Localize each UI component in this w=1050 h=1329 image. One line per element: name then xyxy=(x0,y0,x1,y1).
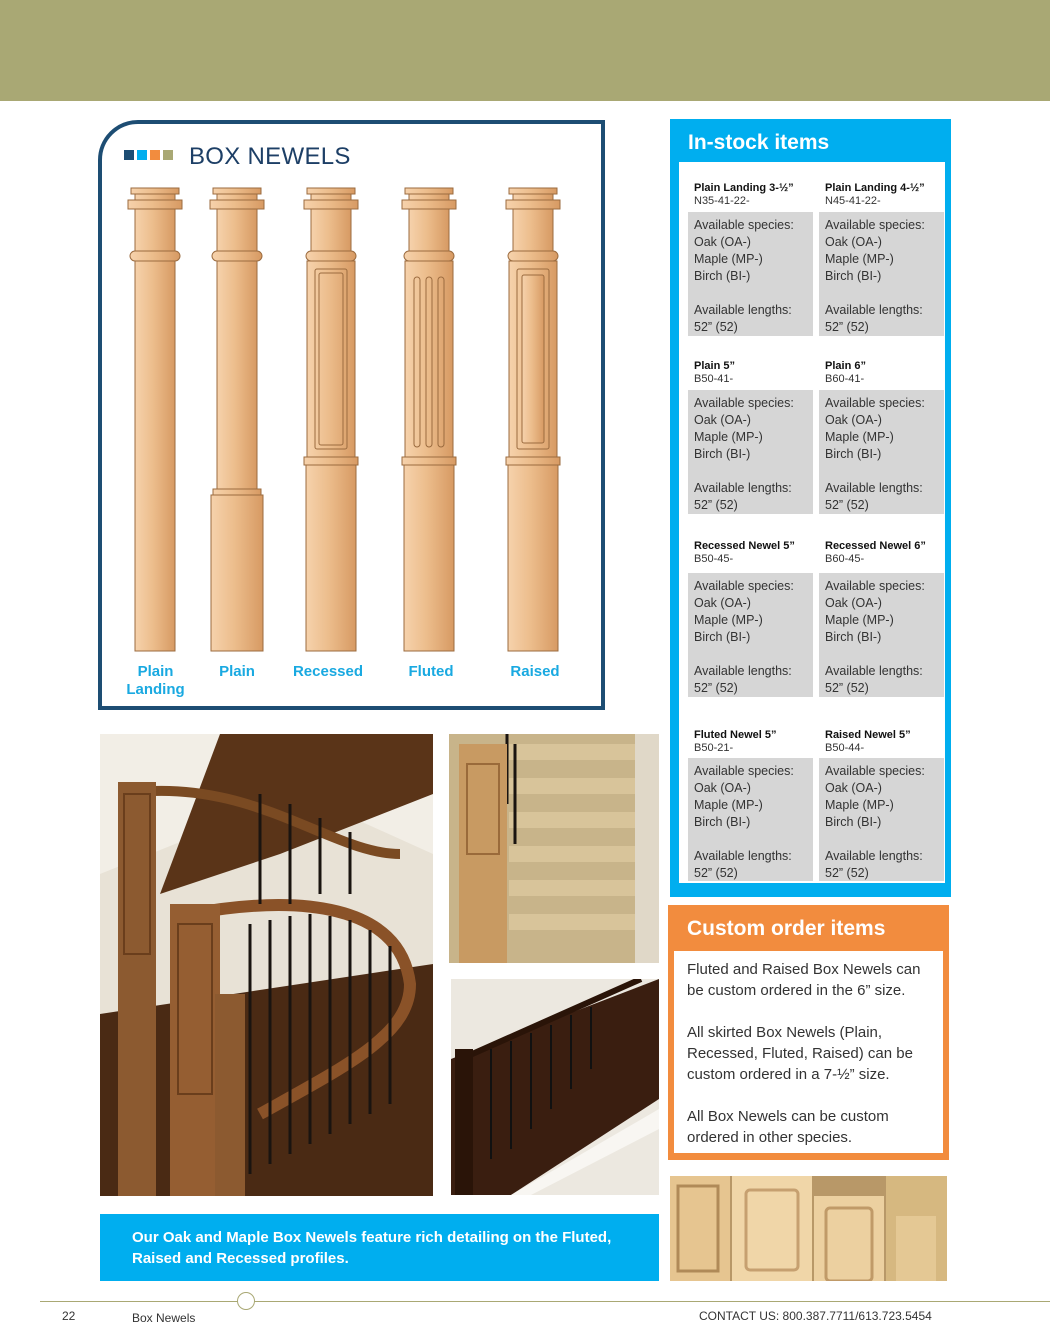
newel-label-recessed: Recessed xyxy=(292,663,364,680)
custom-order-paragraph: Fluted and Raised Box Newels can be custom ordered in the 6” size. xyxy=(687,961,921,999)
species-label: Available species: xyxy=(694,396,794,410)
lengths-value: 52” (52) xyxy=(694,320,738,334)
marker-square xyxy=(150,150,160,160)
species-birch: Birch (BI-) xyxy=(694,630,751,644)
lengths-value: 52” (52) xyxy=(825,498,869,512)
item-details xyxy=(688,390,813,514)
footer-section-name: Box Newels xyxy=(132,1311,196,1325)
item-details xyxy=(819,212,944,336)
species-oak: Oak (OA-) xyxy=(694,781,751,795)
item-name: Recessed Newel 6” xyxy=(825,540,926,552)
raised-newel xyxy=(506,188,560,651)
marker-square xyxy=(124,150,134,160)
footer-circle-ornament xyxy=(237,1292,255,1310)
lengths-label: Available lengths: xyxy=(825,849,923,863)
species-birch: Birch (BI-) xyxy=(825,630,882,644)
item-code: B50-45- xyxy=(694,553,734,565)
species-maple: Maple (MP-) xyxy=(694,613,763,627)
species-maple: Maple (MP-) xyxy=(825,252,894,266)
species-label: Available species: xyxy=(694,579,794,593)
species-oak: Oak (OA-) xyxy=(825,781,882,795)
item-name: Plain 5” xyxy=(694,360,735,372)
item-details xyxy=(688,212,813,336)
item-code: B50-41- xyxy=(694,373,734,385)
curved-staircase-photo xyxy=(100,734,433,1196)
caption-banner: Our Oak and Maple Box Newels feature rich detailing on the Fluted, Raised and Recessed profiles. xyxy=(100,1214,659,1281)
lengths-value: 52” (52) xyxy=(694,498,738,512)
custom-order-paragraph: All Box Newels can be custom ordered in other species. xyxy=(687,1108,889,1146)
species-label: Available species: xyxy=(825,396,925,410)
item-name: Raised Newel 5” xyxy=(825,729,911,741)
instock-item xyxy=(825,729,949,880)
species-oak: Oak (OA-) xyxy=(694,413,751,427)
species-maple: Maple (MP-) xyxy=(825,613,894,627)
item-code: N35-41-22- xyxy=(694,195,750,207)
custom-order-paragraph: All skirted Box Newels (Plain, Recessed, Fluted, Raised) can be custom ordered in a 7-½” size. xyxy=(687,1024,913,1083)
instock-item xyxy=(825,182,949,334)
species-maple: Maple (MP-) xyxy=(694,798,763,812)
marker-square xyxy=(163,150,173,160)
fluted-newel xyxy=(402,188,456,651)
species-maple: Maple (MP-) xyxy=(694,252,763,266)
species-label: Available species: xyxy=(825,218,925,232)
lengths-label: Available lengths: xyxy=(694,303,792,317)
species-birch: Birch (BI-) xyxy=(825,269,882,283)
newel-label-plain: Plain xyxy=(219,663,255,680)
instock-item xyxy=(825,360,949,512)
lengths-value: 52” (52) xyxy=(694,681,738,695)
lengths-value: 52” (52) xyxy=(825,320,869,334)
item-details xyxy=(688,573,813,697)
section-title: BOX NEWELS xyxy=(189,143,351,170)
item-code: B50-21- xyxy=(694,742,734,754)
newel-label-raised: Raised xyxy=(510,663,560,680)
plain-landing-newel xyxy=(128,188,182,651)
instock-title: In-stock items xyxy=(688,131,830,154)
lengths-value: 52” (52) xyxy=(694,866,738,880)
species-birch: Birch (BI-) xyxy=(825,815,882,829)
footer-contact: CONTACT US: 800.387.7711/613.723.5454 xyxy=(699,1309,932,1323)
newel-closeup-photo xyxy=(670,1176,947,1281)
species-maple: Maple (MP-) xyxy=(825,798,894,812)
item-name: Fluted Newel 5” xyxy=(694,729,777,741)
item-name: Plain 6” xyxy=(825,360,866,372)
instock-item xyxy=(694,729,818,880)
species-maple: Maple (MP-) xyxy=(694,430,763,444)
marker-square xyxy=(137,150,147,160)
lengths-label: Available lengths: xyxy=(694,849,792,863)
species-label: Available species: xyxy=(825,764,925,778)
species-birch: Birch (BI-) xyxy=(694,447,751,461)
custom-order-body xyxy=(674,951,943,1153)
item-name: Plain Landing 3-½” xyxy=(694,182,794,194)
section-marker-squares xyxy=(124,150,173,160)
lengths-value: 52” (52) xyxy=(825,866,869,880)
footer-rule xyxy=(40,1301,1050,1302)
species-birch: Birch (BI-) xyxy=(825,447,882,461)
item-code: B60-45- xyxy=(825,553,865,565)
species-birch: Birch (BI-) xyxy=(694,269,751,283)
species-oak: Oak (OA-) xyxy=(694,596,751,610)
species-maple: Maple (MP-) xyxy=(825,430,894,444)
item-code: B50-44- xyxy=(825,742,865,754)
page-number: 22 xyxy=(62,1309,76,1323)
species-birch: Birch (BI-) xyxy=(694,815,751,829)
carpeted-stairs-photo xyxy=(449,734,659,963)
species-label: Available species: xyxy=(694,218,794,232)
top-band xyxy=(0,0,1050,101)
species-oak: Oak (OA-) xyxy=(825,235,882,249)
newel-illustrations xyxy=(110,185,590,657)
item-code: B60-41- xyxy=(825,373,865,385)
item-details xyxy=(819,390,944,514)
newel-label-plain-landing: Plain Landing xyxy=(126,663,185,698)
instock-item xyxy=(825,540,949,695)
lengths-label: Available lengths: xyxy=(694,664,792,678)
recessed-newel xyxy=(304,188,358,651)
plain-newel xyxy=(210,188,264,651)
species-label: Available species: xyxy=(825,579,925,593)
lengths-label: Available lengths: xyxy=(694,481,792,495)
item-name: Recessed Newel 5” xyxy=(694,540,795,552)
species-label: Available species: xyxy=(694,764,794,778)
species-oak: Oak (OA-) xyxy=(694,235,751,249)
dark-staircase-photo xyxy=(451,979,659,1195)
lengths-label: Available lengths: xyxy=(825,481,923,495)
lengths-label: Available lengths: xyxy=(825,664,923,678)
newel-label-fluted: Fluted xyxy=(408,663,454,680)
item-details xyxy=(819,573,944,697)
item-name: Plain Landing 4-½” xyxy=(825,182,925,194)
lengths-label: Available lengths: xyxy=(825,303,923,317)
species-oak: Oak (OA-) xyxy=(825,413,882,427)
instock-item xyxy=(694,360,818,512)
lengths-value: 52” (52) xyxy=(825,681,869,695)
instock-item xyxy=(694,540,818,695)
item-details xyxy=(688,758,813,881)
instock-item xyxy=(694,182,818,334)
item-details xyxy=(819,758,944,881)
item-code: N45-41-22- xyxy=(825,195,881,207)
species-oak: Oak (OA-) xyxy=(825,596,882,610)
custom-order-title: Custom order items xyxy=(687,917,886,940)
